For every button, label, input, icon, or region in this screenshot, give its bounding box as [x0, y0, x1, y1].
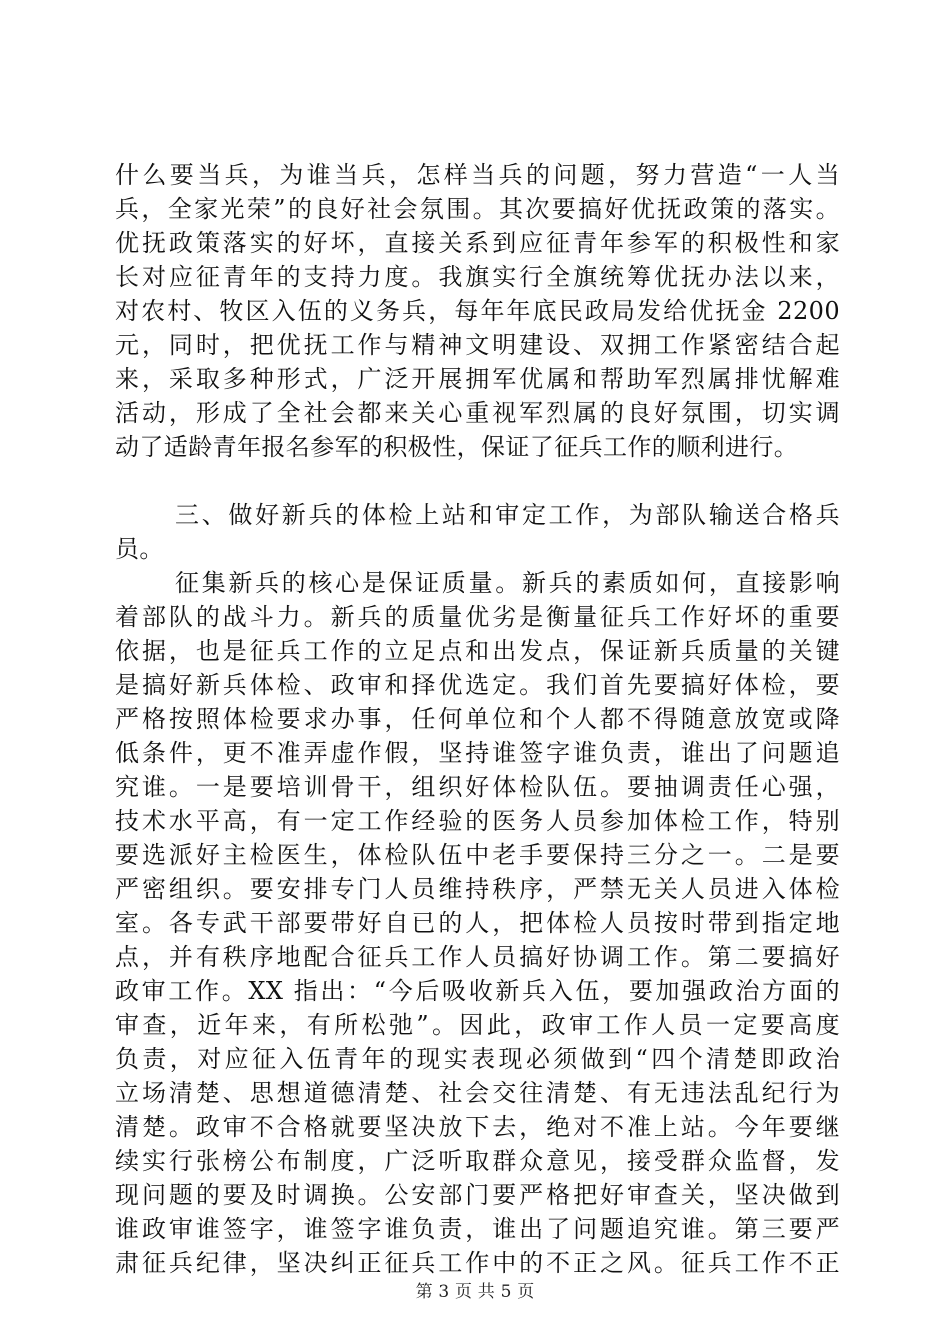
text-line: 着部队的战斗力。新兵的质量优劣是衡量征兵工作好坏的重要 [115, 603, 840, 631]
text-line: 对农村、牧区入伍的义务兵，每年年底民政局发给优抚金 2200 [115, 297, 840, 325]
text-line: 严密组织。要安排专门人员维持秩序，严禁无关人员进入体检 [115, 875, 840, 903]
text-line: 长对应征青年的支持力度。我旗实行全旗统筹优抚办法以来， [115, 263, 840, 291]
text-line: 技术水平高，有一定工作经验的医务人员参加体检工作，特别 [115, 807, 840, 835]
text-line: 负责，对应征入伍青年的现实表现必须做到“四个清楚即政治 [115, 1045, 840, 1073]
text-line: 肃征兵纪律，坚决纠正征兵工作中的不正之风。征兵工作不正 [115, 1249, 840, 1277]
text-line: 活动，形成了全社会都来关心重视军烈属的良好氛围，切实调 [115, 399, 840, 427]
text-line: 低条件，更不准弄虚作假，坚持谁签字谁负责，谁出了问题追 [115, 739, 840, 767]
page-number-footer: 第 3 页 共 5 页 [415, 1282, 535, 1302]
text-line: 征集新兵的核心是保证质量。新兵的素质如何，直接影响 [175, 569, 840, 597]
text-line: 严格按照体检要求办事，任何单位和个人都不得随意放宽或降 [115, 705, 840, 733]
text-line: 立场清楚、思想道德清楚、社会交往清楚、有无违法乱纪行为 [115, 1079, 840, 1107]
text-line: 谁政审谁签字，谁签字谁负责，谁出了问题追究谁。第三要严 [115, 1215, 840, 1243]
heading-line: 员。 [115, 535, 164, 563]
text-line: 续实行张榜公布制度，广泛听取群众意见，接受群众监督，发 [115, 1147, 840, 1175]
text-line: 动了适龄青年报名参军的积极性，保证了征兵工作的顺利进行。 [115, 433, 799, 461]
text-line: 点，并有秩序地配合征兵工作人员搞好协调工作。第二要搞好 [115, 943, 840, 971]
heading-line: 三、做好新兵的体检上站和审定工作，为部队输送合格兵 [175, 501, 840, 529]
text-line: 审查，近年来，有所松弛”。因此，政审工作人员一定要高度 [115, 1011, 840, 1039]
document-body [115, 158, 840, 1280]
text-line: 室。各专武干部要带好自已的人，把体检人员按时带到指定地 [115, 909, 840, 937]
paragraph-recruit-quality [115, 566, 840, 1280]
text-line: 政审工作。XX 指出：“今后吸收新兵入伍，要加强政治方面的 [115, 977, 840, 1005]
text-line: 依据，也是征兵工作的立足点和出发点，保证新兵质量的关键 [115, 637, 840, 665]
text-line: 是搞好新兵体检、政审和择优选定。我们首先要搞好体检，要 [115, 671, 840, 699]
text-line: 究谁。一是要培训骨干，组织好体检队伍。要抽调责任心强， [115, 773, 840, 801]
paragraph-spacer [115, 464, 840, 498]
section-heading-three [115, 498, 840, 566]
text-line: 清楚。政审不合格就要坚决放下去，绝对不准上站。今年要继 [115, 1113, 840, 1141]
text-line: 元，同时，把优抚工作与精神文明建设、双拥工作紧密结合起 [115, 331, 840, 359]
text-line: 现问题的要及时调换。公安部门要严格把好审查关，坚决做到 [115, 1181, 840, 1209]
text-line: 什么要当兵，为谁当兵，怎样当兵的问题，努力营造“一人当 [115, 161, 840, 189]
paragraph-optimization-policy [115, 158, 840, 464]
text-line: 要选派好主检医生，体检队伍中老手要保持三分之一。二是要 [115, 841, 840, 869]
text-line: 来，采取多种形式，广泛开展拥军优属和帮助军烈属排忧解难 [115, 365, 840, 393]
text-line: 兵，全家光荣”的良好社会氛围。其次要搞好优抚政策的落实。 [115, 195, 840, 223]
text-line: 优抚政策落实的好坏，直接关系到应征青年参军的积极性和家 [115, 229, 840, 257]
